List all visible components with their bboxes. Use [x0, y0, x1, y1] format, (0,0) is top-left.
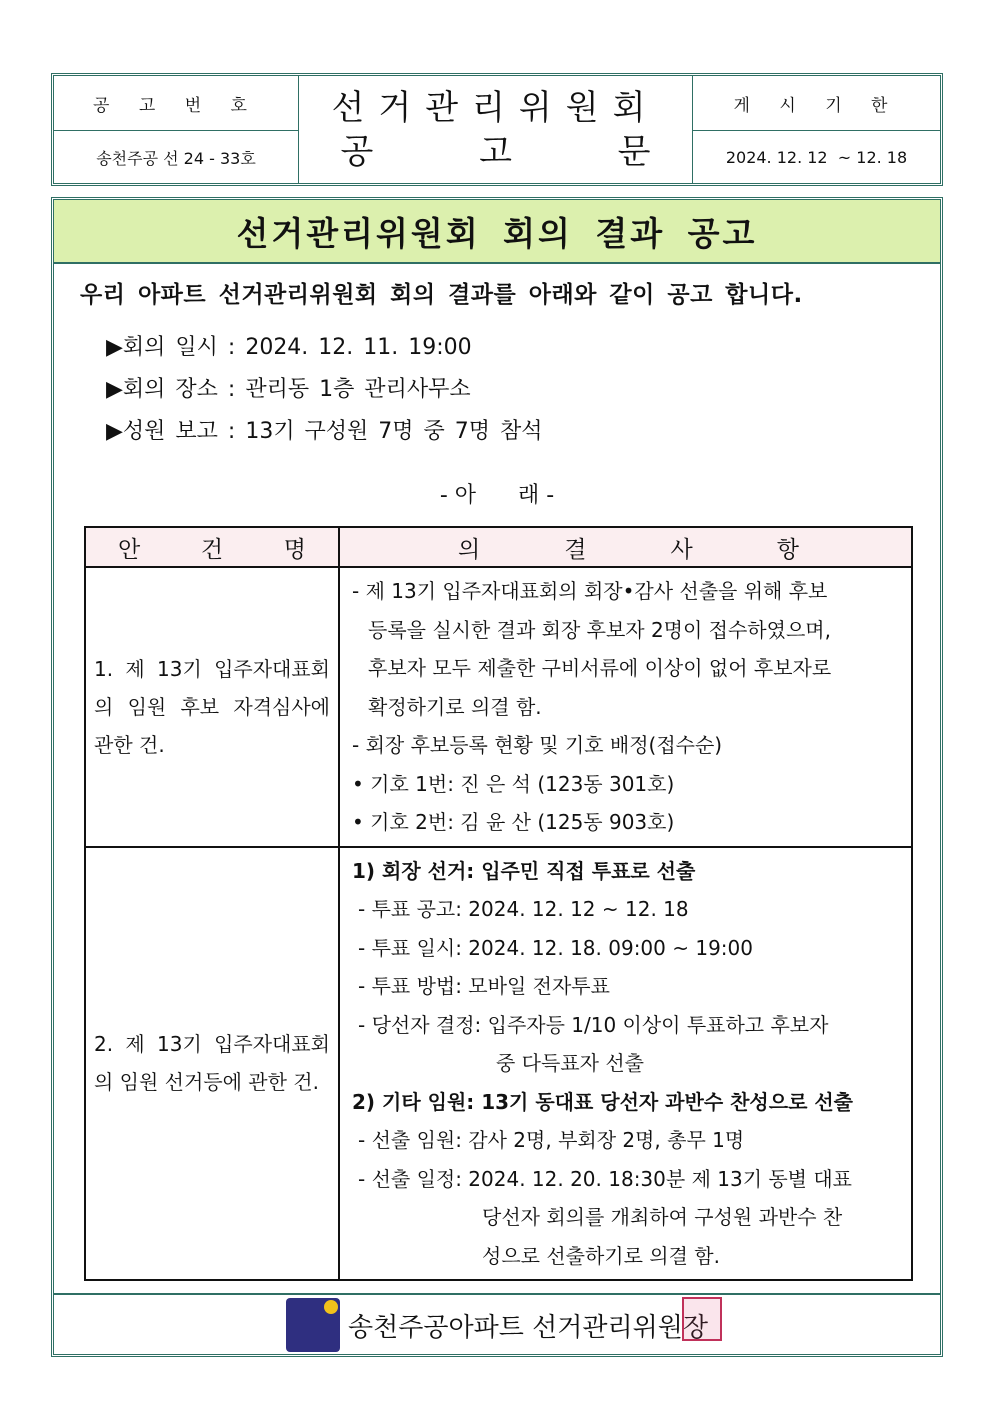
resolution-line: 중 다득표자 선출 [496, 1051, 644, 1075]
resolution-line: • 기호 1번: 진 은 석 (123동 301호) [352, 771, 675, 796]
header-char: 명 [283, 536, 306, 563]
resolution-line: - 선출 임원: 감사 2명, 부회장 2명, 총무 1명 [358, 1128, 745, 1152]
resolution-line: - 회장 후보등록 현황 및 기호 배정(접수순) [352, 733, 723, 757]
resolution-line: 1) 회장 선거: 입주민 직접 투표로 선출 [352, 858, 696, 883]
resolution-line: - 당선자 결정: 입주자등 1/10 이상이 투표하고 후보자 [358, 1012, 829, 1037]
complex-logo-icon [286, 1298, 340, 1352]
signature-text: 송천주공아파트 선거관리위원장 [348, 1312, 708, 1343]
resolution-cell [339, 567, 912, 847]
quorum-report: ▶성원 보고 : 13기 구성원 7명 중 7명 참석 [106, 419, 543, 444]
agenda-item: 2. 제 13기 입주자대표회의 임원 선거등에 관한 건. [85, 847, 339, 1281]
posting-period-label: 게 시 기 한 [693, 76, 940, 131]
meeting-place: ▶회의 장소 : 관리동 1층 관리사무소 [106, 377, 471, 402]
header-title-char: 문 [617, 131, 651, 172]
resolution-line: 등록을 실시한 결과 회장 후보자 2명이 접수하였으며, [368, 617, 831, 642]
agenda-item: 1. 제 13기 입주자대표회의 임원 후보 자격심사에 관한 건. [85, 567, 339, 847]
notice-body [51, 197, 943, 1357]
notice-number-label: 공 고 번 호 [54, 76, 299, 131]
table-row [85, 847, 912, 1281]
resolution-line: - 투표 일시: 2024. 12. 18. 09:00 ~ 19:00 [358, 935, 753, 960]
resolution-line: - 투표 공고: 2024. 12. 12 ~ 12. 18 [358, 897, 689, 921]
resolution-line: 당선자 회의를 개최하여 구성원 과반수 찬 [482, 1205, 843, 1229]
header-title-line1: 선거관리위원회 [331, 87, 660, 128]
footer-divider [54, 1293, 940, 1295]
resolution-line: 성으로 선출하기로 의결 함. [482, 1243, 720, 1268]
header-title-line2 [341, 130, 651, 174]
header-title [299, 76, 693, 183]
header-char: 의 [458, 536, 481, 563]
resolution-line: • 기호 2번: 김 윤 산 (125동 903호) [352, 810, 675, 834]
header-title-char: 고 [479, 131, 512, 172]
flower-icon [324, 1300, 338, 1314]
document-title: 선거관리위원회 회의 결과 공고 [54, 200, 940, 264]
table-header-row [85, 527, 912, 567]
meeting-datetime: ▶회의 일시 : 2024. 12. 11. 19:00 [106, 335, 472, 360]
resolution-line: 확정하기로 의결 함. [368, 694, 542, 719]
agenda-header [85, 527, 339, 567]
posting-period: 2024. 12. 12 ~ 12. 18 [725, 147, 908, 167]
intro-text: 우리 아파트 선거관리위원회 회의 결과를 아래와 같이 공고 합니다. [80, 282, 803, 308]
agenda-table [84, 526, 913, 1281]
resolution-line: - 선출 일정: 2024. 12. 20. 18:30분 제 13기 동별 대표 [358, 1166, 853, 1191]
header-char: 사 [670, 536, 693, 563]
resolution-line: - 투표 방법: 모바일 전자투표 [358, 974, 610, 998]
signature-block [348, 1307, 708, 1344]
resolution-header [339, 527, 912, 567]
signature-footer [54, 1296, 940, 1354]
header-char: 안 [118, 536, 141, 563]
header-char: 결 [564, 536, 587, 563]
resolution-line: 2) 기타 임원: 13기 동대표 당선자 과반수 찬성으로 선출 [352, 1089, 853, 1114]
notice-number: 송천주공 선 24 - 33호 [54, 131, 299, 183]
header-char: 건 [200, 536, 224, 563]
official-seal-icon [682, 1297, 722, 1341]
notice-header [51, 73, 943, 186]
header-char: 항 [776, 536, 799, 563]
resolution-line: 후보자 모두 제출한 구비서류에 이상이 없어 후보자로 [368, 656, 832, 680]
below-marker: - 아 래 - [439, 483, 555, 508]
resolution-cell [339, 847, 912, 1281]
header-title-char: 공 [340, 131, 374, 172]
resolution-line: - 제 13기 입주자대표회의 회장•감사 선출을 위해 후보 [352, 579, 828, 603]
table-row [85, 567, 912, 847]
